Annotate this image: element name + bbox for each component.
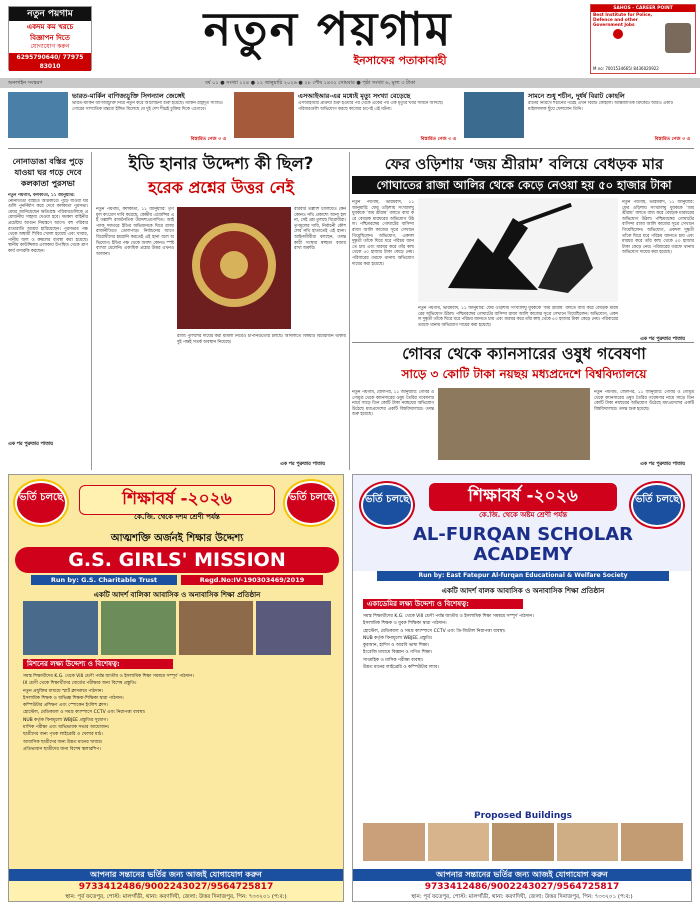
ad-section-title: একাডেমির লক্ষ্য উদ্দেশ্য ও বিশেষত্ব: [363, 599, 523, 609]
ed-more-link[interactable]: এক পর পুরুতার পাতায় [280, 462, 325, 467]
ad-footer-phone[interactable]: 9733412486/9002243027/9564725817 [424, 882, 620, 892]
ad-bullet: NUB কর্তৃক বিনামূল্যে WBJEE প্রস্তুতি। [363, 635, 433, 641]
ad-footer [9, 869, 343, 901]
ad-type: একটি আদর্শ বালিকা আবাসিক ও অনাবাসিক শিক্ষা প্রতিষ্ঠান [93, 591, 261, 599]
left-story-headline: নোনাডাঙা বস্তির পুড়ে যাওয়া ঘর গড়ে দেবে কলকাতা পুরসভা [12, 157, 84, 188]
teaser-sir[interactable] [234, 89, 460, 145]
dateline-bar [0, 78, 700, 88]
building-photo [428, 823, 490, 861]
ad-section-title: মিশনের লক্ষ্য উদ্দেশ্য ও বিশেষত্ব: [23, 659, 173, 669]
ad-academic-year: শিক্ষাবর্ষ -২০২৬ [429, 483, 617, 511]
ad-bullet: আবাসিক ছাত্রীদের জন্য উন্নত মানের খাবার। [23, 739, 103, 745]
odisha-body-right: নতুন পয়গাম, ভারমবাদ, ১১ জানুয়ারি: ফের ওড়িশায় সংখ্যালঘু যুবককে ‘জয় শ্রীরাম’ বলতে বাধ্য করে বেধড়ক মারধরের অভিযোগ উঠল। পশ্চিমবঙ্গের গোঘাটের বাসিন্দা রাজা আলি কাজের সূত্রে সেখানে গিয়েছিলেন। অভিযোগ, একদল দুষ্কৃতী তাঁকে ঘিরে ধরে পরিচয় জানতে চায় এবং মারধর করে তাঁর কাছ থেকে ৫০ হাজার টাকা কেড়ে নেয়। পরিবারের তরফে থানায় অভিযোগ দায়ের করা হয়েছে। [622, 200, 694, 256]
ad-institution-name-line1: AL-FURQAN SCHOLAR [412, 524, 633, 545]
ad-bullet-list [23, 673, 331, 853]
teaser-text: এসআইআর প্রক্রিয়া শুরু হওয়ার পর থেকে একের পর এক মৃত্যুর খবর সামনে আসছে। পরিবারগুলি অভিযোগ করছে কাজের চাপেই এই ঘটনা। [298, 101, 444, 112]
ad-bullet: হোস্টেল, মেডিক্যাল ও সমগ্র ক্যাম্পাসে CCTV এবং ডি-জিটাল নিরাপত্তা ব্যবস্থা। [363, 628, 506, 634]
cancer-headline[interactable]: গোবর থেকে ক্যানসারের ওষুধ গবেষণা [402, 344, 646, 363]
teaser-more-link[interactable]: বিস্তারিত পেজ ৩ এ [654, 137, 690, 142]
ad-motto: আত্মশক্তি অর্জনই শিক্ষার উদ্দেশ্য [110, 533, 244, 544]
ad-bullet: মাসিক পরীক্ষা এবং অভিভাবক সভার আয়োজন। [23, 725, 110, 731]
ad-type: একটি আদর্শ বালক আবাসিক ও অনাবাসিক শিক্ষা প্রতিষ্ঠান [441, 587, 605, 595]
ad-bullet: NUB কর্তৃক বিনামূল্যে WBJEE প্রস্তুতির সুযোগ। [23, 717, 108, 723]
teaser-photo [234, 92, 294, 138]
odisha-headline[interactable]: ফের ওড়িশায় ‘জয় শ্রীরাম’ বলিয়ে বেধড়ক মার [384, 155, 664, 173]
small-logo-title: নতুন পয়গাম [9, 7, 91, 21]
teaser-text: রানের নিরিখে শচীনের পরেই এখন বিরাট কোহলি। আন্তর্জাতিক ক্রিকেটে আরও একটি মাইলফলক ছুঁয়ে ফেললেন তিনি। [528, 101, 673, 112]
ad-bullet: ইংরেজি মাধ্যমে বিজ্ঞান ও গণিত শিক্ষা। [363, 650, 433, 656]
sahos-header: SAHOS - CAREER POINT [591, 5, 695, 12]
cancer-body-right: নতুন পয়গাম, জেলপর, ১১ জানুয়ারি: গোবর ও গোমূত্র থেকে ক্যানসারের ওষুধ তৈরির গবেষণার নামে সাড়ে তিন কোটি টাকা নয়ছয়ের অভিযোগ উঠেছে মধ্যপ্রদেশের একটি বিশ্ববিদ্যালয়ে। তদন্ত শুরু হয়েছে। [594, 390, 694, 412]
sahos-ad[interactable] [590, 4, 696, 74]
campus-photo [101, 601, 176, 655]
teaser-kohli[interactable] [464, 89, 694, 145]
ed-headline[interactable]: ইডি হানার উদ্দেশ্য কী ছিল? [128, 154, 314, 173]
small-ad-line1: একদম কম খরচে [26, 23, 74, 31]
ad-bullet: নতুন প্রযুক্তির মাধ্যমে স্মার্ট ক্লাসরুমে পাঠদান। [23, 688, 104, 694]
ad-run-by: Run by: East Fatepur Al-furqan Educational & Welfare Society [377, 571, 669, 581]
teaser-headline: ভারত-মার্কিন বাণিজ্যচুক্তি সিগন্যাল জেঙ্গেই [72, 92, 185, 100]
cow-dung-photo [438, 388, 590, 460]
ed-body-bottom: রাজ্য পুলিশের দায়ের করা মামলা নিয়েও চাপানউতোর চলছে। আদালতে বিষয়টি বিচারাধীন থাকায় দুই পক্ষই সতর্ক অবস্থান নিয়েছে। [177, 334, 346, 345]
teaser-headline: সামনে শুধু শচীন, দুর্ধর্ষ বিরাট কোহলি [528, 92, 625, 100]
teaser-photo [8, 92, 68, 138]
ad-photo-strip [23, 601, 331, 655]
newspaper-tagline: ইনসাফের পতাকাবাহী [353, 54, 447, 67]
ad-bullet: ইসলামিক শিক্ষক ও অভিজ্ঞ শিক্ষক-শিক্ষিকা দ্বারা পাঠদান। [23, 695, 124, 701]
edition-label: অনলাইন সংস্করণ [8, 80, 43, 86]
ad-bullet: ছাত্রীদের জন্য পৃথক লাইব্রেরি ও খেলার মাঠ। [23, 732, 103, 738]
ad-bullet: IX শ্রেণী থেকে শিক্ষার্থীদের বোর্ডের পরীক্ষার জন্য বিশেষ প্রস্তুতি। [23, 681, 137, 687]
small-ad-phone: 6295790640/ 77975 83010 [9, 53, 91, 71]
campus-photo [179, 601, 254, 655]
ad-footer-phone[interactable]: 9733412486/9002243027/9564725817 [9, 881, 343, 893]
al-furqan-academy-ad[interactable] [352, 474, 692, 902]
newspaper-title: নতুন পয়গাম [203, 2, 453, 56]
ad-classes: কে.জি. থেকে দশম শ্রেণী পর্যন্ত [134, 513, 220, 521]
ad-bullet: কম্পিউটার প্রশিক্ষণ এবং স্পোকেন ইংলিশ ক্লাস। [23, 703, 109, 709]
ad-buildings-label: Proposed Buildings [473, 811, 573, 821]
gs-girls-mission-ad[interactable] [8, 474, 344, 902]
sahos-footer: M no: 7001534665/ 8436020922 [593, 66, 659, 71]
ad-registration: Regd.No:IV-190303469/2019 [181, 575, 323, 585]
ad-bullet: সমস্ত শিক্ষার্থীদের K.G. থেকে VIII শ্রেণী পর্যন্ত জাতীয় ও ইসলামিক শিক্ষা সমন্বয়ে সম্পূর্ণ পাঠদান। [23, 674, 194, 679]
left-story-more-link[interactable]: এক পর পুরুতার পাতায় [8, 441, 53, 447]
ed-body-left: নতুন পয়গাম, কলকাতা, ১১ জানুয়ারি: তৃণমূল কংগ্রেস দাবি করেছে, কেন্দ্রীয় এজেন্সির এই তল্লাশি রাজনৈতিক উদ্দেশ্যপ্রণোদিত। আইপ্যাক দফতরে ইডির অভিযানকে ঘিরে রাজ্য রাজনীতিতে তোলপাড়। নির্বাচনের আগে বিরোধীদের হয়রানি করতেই এই হানা বলে অভিযোগ। ইডির পক্ষ থেকে অবশ্য কোনও স্পষ্ট ব্যাখ্যা মেলেনি। একাধিক প্রশ্নের উত্তর এখনও অজানা। [96, 207, 174, 257]
ad-footer-cta: আপনার সন্তানের ভর্তির জন্য আজই যোগাযোগ করুন [9, 869, 343, 881]
odisha-more-link[interactable]: এক পর পুরুতার পাতায় [640, 337, 685, 342]
ad-run-by: Run by: G.S. Charitable Trust [31, 575, 177, 585]
admission-badge: ভর্তি চলছে [631, 483, 683, 527]
small-ad-line2: বিজ্ঞাপন দিতে [30, 34, 70, 42]
ad-bullet: হোস্টেল, মেডিক্যাল ও সমগ্র ক্যাম্পাসে CCTV এবং নিরাপত্তা ব্যবস্থা। [23, 710, 146, 716]
odisha-body-left: নতুন পয়গাম, ভারমবাদ, ১১ জানুয়ারি: ফের ওড়িশায় সংখ্যালঘু যুবককে ‘জয় শ্রীরাম’ বলতে বাধ্য করে বেধড়ক মারধরের অভিযোগ উঠল। পশ্চিমবঙ্গের গোঘাটের বাসিন্দা রাজা আলি কাজের সূত্রে সেখানে গিয়েছিলেন। অভিযোগ, একদল দুষ্কৃতী তাঁকে ঘিরে ধরে পরিচয় জানতে চায় এবং মারধর করে তাঁর কাছ থেকে ৫০ হাজার টাকা কেড়ে নেয়। পরিবারের তরফে থানায় অভিযোগ দায়ের করা হয়েছে। [352, 200, 414, 267]
left-story-byline: নতুন পয়গাম, কলকাতা, ১১ জানুয়ারি: [8, 193, 75, 198]
column-rule [349, 152, 350, 470]
building-photo [492, 823, 554, 861]
cancer-more-link[interactable]: এক পর পুরুতার পাতায় [640, 462, 685, 467]
ed-emblem-photo [177, 207, 291, 329]
building-photo [363, 823, 425, 861]
ad-bullet: ইসলামিক শিক্ষক ও যুবক শিক্ষিকা দ্বারা পাঠদান। [363, 621, 447, 627]
person-photo [665, 23, 691, 53]
admission-badge: ভর্তি চলছে [15, 481, 67, 525]
ad-footer-address: স্থান: পূর্ব ফতেপুর, পোস্ট: মালগাঁডী, থানা: করণদিঘী, জেলা: উত্তর দিনাজপুর, পিন: ৭৩৩২০১ (প:ব:) [9, 893, 343, 901]
ad-bullet: উন্নত মানের লাইব্রেরি ও কম্পিউটার ল্যাব। [363, 665, 439, 671]
cancer-body-left: নতুন পয়গাম, জেলপর, ১১ জানুয়ারি: গোবর ও গোমূত্র থেকে ক্যানসারের ওষুধ তৈরির গবেষণার নামে সাড়ে তিন কোটি টাকা নয়ছয়ের অভিযোগ উঠেছে মধ্যপ্রদেশের একটি বিশ্ববিদ্যালয়ে। তদন্ত শুরু হয়েছে। [352, 390, 434, 418]
ad-bullet: প্রতিভাবান ছাত্রীদের জন্য বিশেষ স্কলারশিপ। [23, 746, 101, 752]
ed-body-right: বারবার তল্লাশি চালিয়েও কেন কোনও নথি প্রকাশ্যে আনা হল না, সেই প্রশ্ন তুলছে বিরোধীরা। তৃণমূলের দাবি, নির্বাচনী কৌশলের নথি হাতাতেই এই হানা। আইনজীবীরা বলছেন, তদন্তকারী সংস্থার স্বচ্ছতা বজায় রাখা জরুরি। [294, 207, 346, 252]
ed-subheadline: হরেক প্রশ্নের উত্তর নেই [148, 178, 294, 197]
ad-bullet: সমস্ত শিক্ষার্থীদের K.G. থেকে VIII শ্রেণী পর্যন্ত জাতীয় ও ইসলামিক শিক্ষা সমন্বয়ে সম্পূর্ণ পাঠদান। [363, 614, 534, 619]
ad-footer [353, 869, 691, 901]
divider [8, 148, 694, 149]
teaser-photo [464, 92, 524, 138]
small-ad-box[interactable] [8, 6, 92, 70]
ad-academic-year: শিক্ষাবর্ষ -২০২৬ [79, 485, 275, 515]
ad-bullet: সাপ্তাহিক ও মাসিক পরীক্ষা ব্যবস্থা। [363, 657, 424, 663]
ad-footer-cta: আপনার সন্তানের ভর্তির জন্য আজই যোগাযোগ করুন [353, 869, 691, 881]
ad-classes: কে.জি. থেকে অষ্টম শ্রেণী পর্যন্ত [478, 511, 568, 519]
admission-badge: ভর্তি চলছে [361, 483, 413, 527]
ad-footer-address: স্থান: পূর্ব ফতেপুর, পোস্ট: মালগাঁডী, থানা: করণদিঘী, জেলা: উত্তর দিনাজপুর, পিন: ৭৩৩২০১ (প:ব:) [411, 894, 633, 900]
ad-institution-name: G.S. GIRLS' MISSION [15, 547, 339, 573]
teaser-more-link[interactable]: বিস্তারিত পেজ ৩ এ [420, 137, 456, 142]
ad-institution-name-line2: ACADEMY [473, 544, 573, 565]
building-photo [621, 823, 683, 861]
cancer-subheadline: সাড়ে ৩ কোটি টাকা নয়ছয় মধ্যপ্রদেশে বিশ্ববিদ্যালয়ে [401, 367, 647, 381]
column-rule [91, 152, 92, 470]
building-photo [557, 823, 619, 861]
odisha-body-mid: নতুন পয়গাম, ভারমবাদ, ১১ জানুয়ারি: ফের ওড়িশায় সংখ্যালঘু যুবককে ‘জয় শ্রীরাম’ বলতে বাধ্য করে বেধড়ক মারধরের অভিযোগ উঠল। পশ্চিমবঙ্গের গোঘাটের বাসিন্দা রাজা আলি কাজের সূত্রে সেখানে গিয়েছিলেন। অভিযোগ, একদল দুষ্কৃতী তাঁকে ঘিরে ধরে পরিচয় জানতে চায় এবং মারধর করে তাঁর কাছ থেকে ৫০ হাজার টাকা কেড়ে নেয়। পরিবারের তরফে থানায় অভিযোগ দায়ের করা হয়েছে। [418, 306, 618, 328]
ad-bullet-list [363, 613, 683, 813]
left-story-body: নোনাডাঙা বস্তিতে অগ্নিকাণ্ডে পুড়ে যাওয়া ঘরগুলি পুনর্নির্মাণ করে দেবে কলকাতা পুরসভা। মেয়র জানিয়েছেন ক্ষতিগ্রস্ত পরিবারগুলিকে প্রয়োজনীয় সাহায্য দেওয়া হবে। দমকল বাহিনীর প্রচেষ্টায় আগুন নিয়ন্ত্রণে আসে। বহু পরিবার রাতারাতি আশ্রয় হারিয়েছেন। পুরসভার পক্ষ থেকে অস্থায়ী শিবির খোলা হয়েছে এবং খাবার, পানীয় জল ও কম্বলের ব্যবস্থা করা হয়েছে। স্থানীয় কাউন্সিলর এলাকায় উপস্থিত থেকে ত্রাণকার্য তদারকি করছেন। [8, 198, 88, 254]
ad-bullet: কুরআন, হাদিস ও আরবি ভাষা শিক্ষা। [363, 643, 430, 649]
teaser-headline: এসআইআর-এর মধ্যেই মৃত্যু সংখ্যা বেড়েছে [298, 92, 411, 100]
campus-photo [256, 601, 331, 655]
left-story[interactable] [8, 156, 88, 470]
small-ad-line3: যোগাযোগ করুন [30, 43, 70, 50]
admission-badge: ভর্তি চলছে [285, 481, 337, 525]
odisha-subheadline: গোঘাতের রাজা আলির থেকে কেড়ে নেওয়া হয় ৫০ হাজার টাকা [352, 176, 696, 194]
sahos-logo-icon [613, 29, 623, 39]
teaser-trade[interactable] [8, 89, 230, 145]
ad-building-strip [363, 823, 683, 861]
sahos-body: Best Institute for Police, Defence and other Government Jobs [593, 13, 653, 29]
teaser-more-link[interactable]: বিস্তারিত পেজ ৩ এ [190, 137, 226, 142]
campus-photo [23, 601, 98, 655]
issue-info: বর্ষ ০১ ● সংখ্যা ১২৪ ● ১২ জানুয়ারি ২০২৬ ● ২৮ পৌষ ১৪৩২ সোমবার ● পৃষ্ঠা সংখ্যা ৬, মূল্য ৩ টাকা [205, 80, 416, 86]
masthead [0, 0, 700, 78]
assault-illustration [418, 198, 618, 302]
teaser-text: ভারত-মার্কিন বাণিজ্যচুক্তি নিয়ে নতুন করে আলোচনা শুরু হয়েছে। মার্কিন রাষ্ট্রদূত সার্জিও গোরের সাম্প্রতিক মন্তব্যে ইঙ্গিত মিলেছে যে দুই দেশ শীঘ্রই চুক্তির দিকে এগোবে। [72, 101, 223, 112]
